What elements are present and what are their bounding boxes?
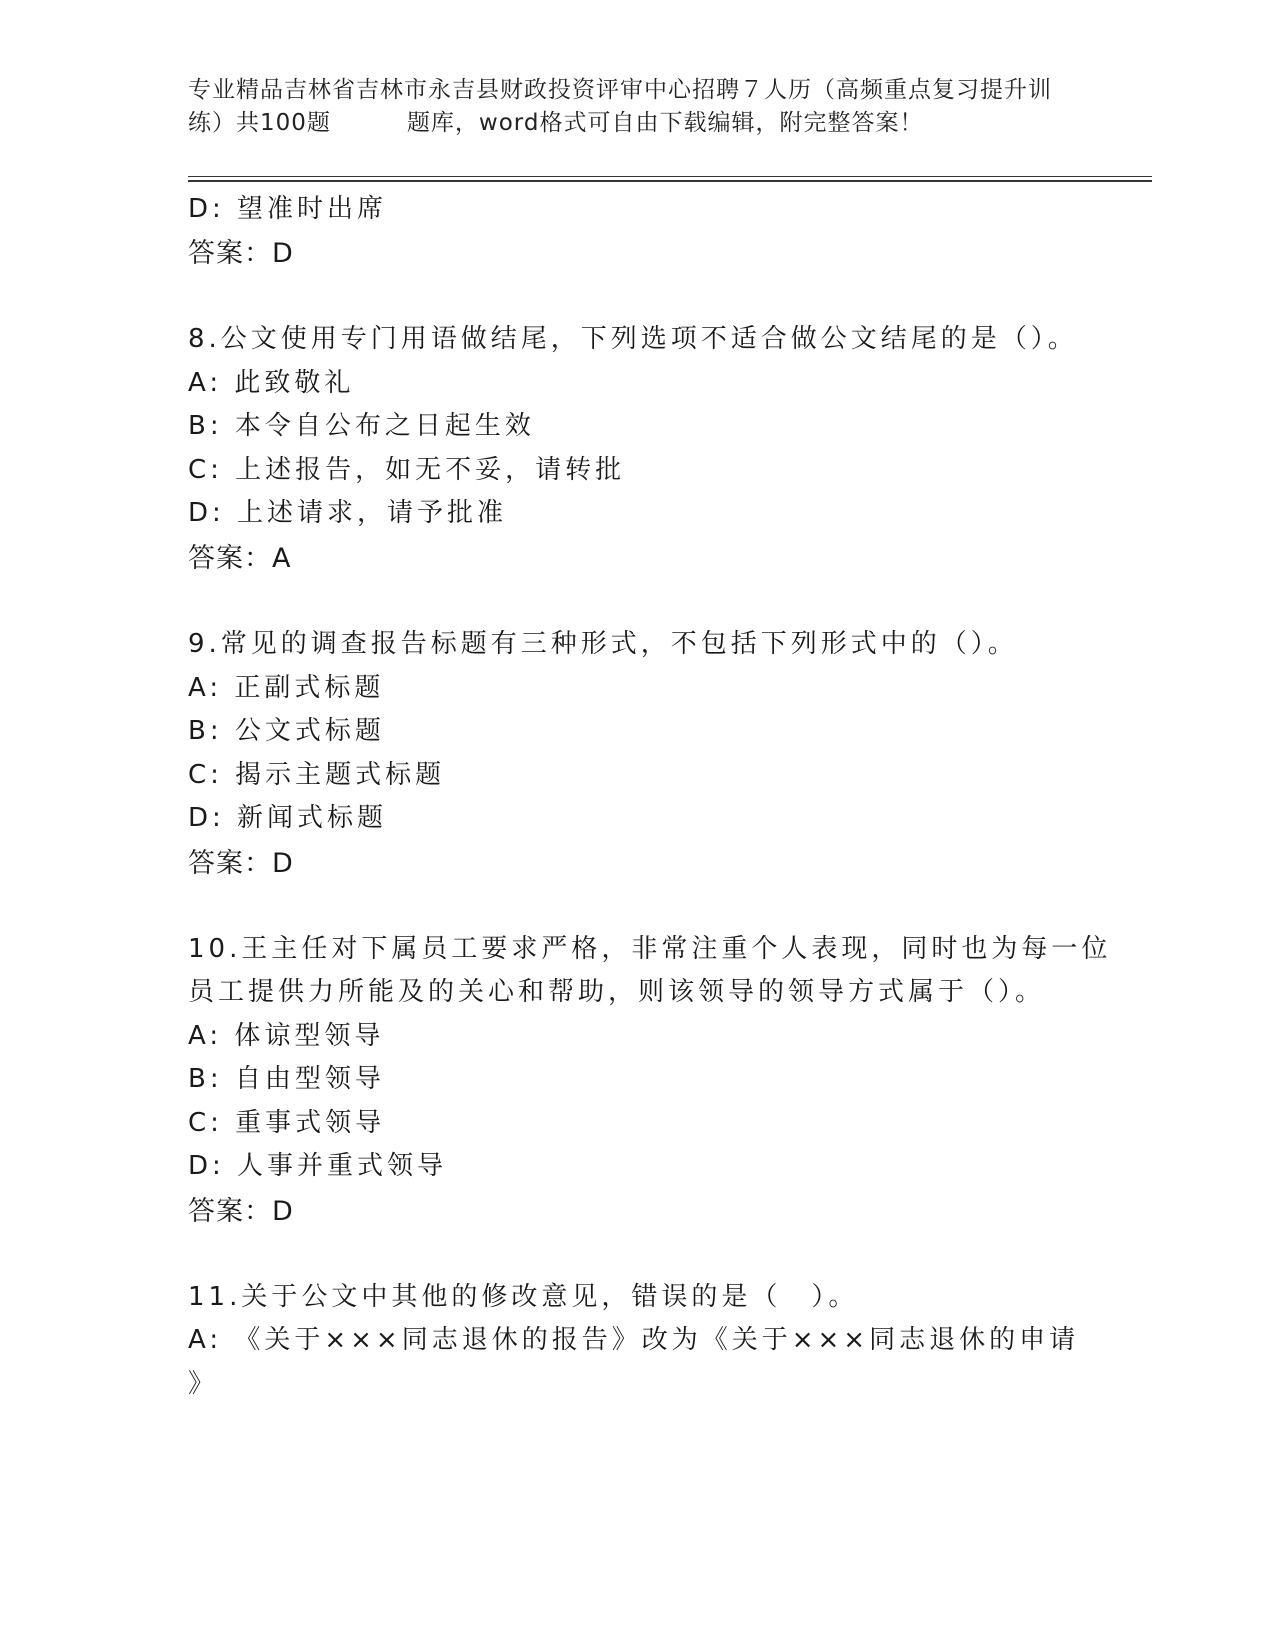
q8-option-b: B: 本令自公布之日起生效 bbox=[188, 411, 535, 441]
q8-answer: 答案：A bbox=[188, 543, 292, 574]
q8-option-c: C: 上述报告，如无不妥，请转批 bbox=[188, 455, 626, 485]
header-divider-thin bbox=[188, 176, 1152, 177]
page-header bbox=[188, 74, 1088, 140]
q11-option-a-line-1: A: 《关于×××同志退休的报告》改为《关于×××同志退休的申请 bbox=[188, 1325, 1080, 1355]
q9-option-d: D: 新闻式标题 bbox=[188, 803, 388, 833]
header-title-line-2 bbox=[188, 107, 1088, 140]
q10-option-d: D: 人事并重式领导 bbox=[188, 1151, 448, 1181]
q9-option-c: C: 揭示主题式标题 bbox=[188, 760, 446, 790]
q9-answer: 答案：D bbox=[188, 848, 294, 879]
q10-option-c: C: 重事式领导 bbox=[188, 1108, 386, 1138]
q8-stem: 8.公文使用专门用语做结尾，下列选项不适合做公文结尾的是（）。 bbox=[188, 324, 1078, 354]
q9-option-a: A: 正副式标题 bbox=[188, 673, 385, 703]
q8-option-d: D: 上述请求，请予批准 bbox=[188, 498, 508, 528]
q11-stem: 11.关于公文中其他的修改意见，错误的是（ ）。 bbox=[188, 1282, 859, 1312]
q9-stem: 9.常见的调查报告标题有三种形式，不包括下列形式中的（）。 bbox=[188, 629, 1018, 659]
q7-option-d: D: 望准时出席 bbox=[188, 194, 388, 224]
q9-option-b: B: 公文式标题 bbox=[188, 716, 385, 746]
header-divider-thick bbox=[188, 180, 1152, 182]
q8-option-a: A: 此致敬礼 bbox=[188, 368, 355, 398]
header-title-part-2: 题库，word格式可自由下载编辑，附完整答案！ bbox=[406, 110, 924, 136]
q10-answer: 答案：D bbox=[188, 1196, 294, 1227]
q10-stem-line-1: 10.王主任对下属员工要求严格，非常注重个人表现，同时也为每一位 bbox=[188, 934, 1112, 964]
header-title-line-1: 专业精品吉林省吉林市永吉县财政投资评审中心招聘７人历（高频重点复习提升训 bbox=[188, 77, 1052, 103]
q7-answer: 答案：D bbox=[188, 238, 294, 269]
q10-option-b: B: 自由型领导 bbox=[188, 1064, 385, 1094]
q10-option-a: A: 体谅型领导 bbox=[188, 1021, 385, 1051]
q10-stem-line-2: 员工提供力所能及的关心和帮助，则该领导的领导方式属于（）。 bbox=[188, 977, 1046, 1007]
q11-option-a-line-2: 》 bbox=[188, 1369, 219, 1399]
header-title-part-1: 练）共100题 bbox=[188, 110, 331, 136]
